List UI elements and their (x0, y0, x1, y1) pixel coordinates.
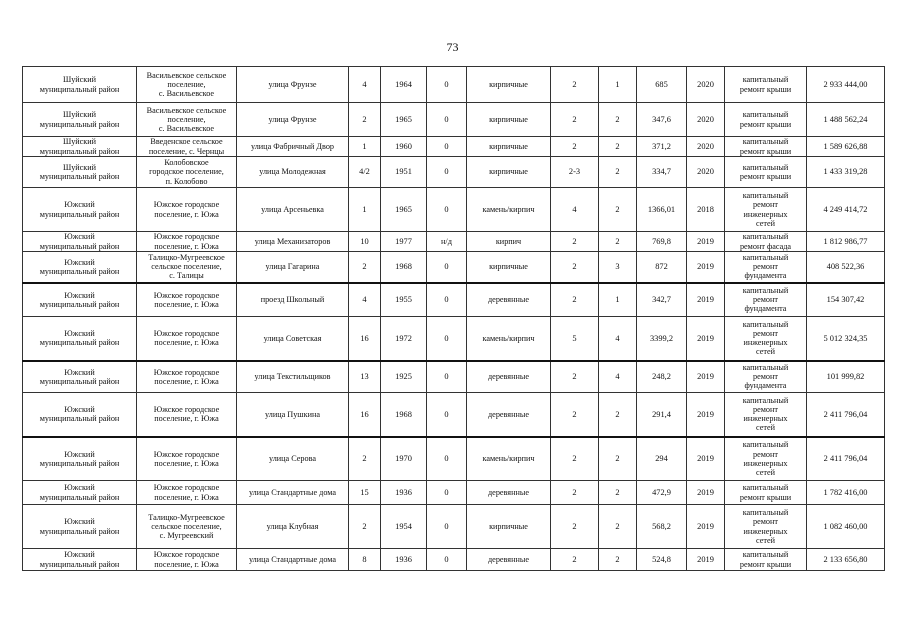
cell-district: Шуйский муниципальный район (23, 157, 137, 188)
cell-work: капитальный ремонт инженерных сетей (725, 317, 807, 361)
cell-entrances: 4 (599, 361, 637, 393)
cell-col6: 0 (427, 505, 467, 549)
cell-cost: 408 522,36 (807, 252, 885, 283)
cell-settlement: Талицко-Мугреевское сельское поселение, с. Мугреевский (137, 505, 237, 549)
cell-material: кирпичные (467, 67, 551, 103)
cell-entrances: 2 (599, 505, 637, 549)
cell-year: 1972 (381, 317, 427, 361)
cell-floors: 2 (551, 103, 599, 137)
cell-cost: 1 433 319,28 (807, 157, 885, 188)
cell-col6: 0 (427, 103, 467, 137)
cell-year: 1936 (381, 549, 427, 571)
cell-entrances: 2 (599, 157, 637, 188)
cell-street: улица Фрунзе (237, 103, 349, 137)
table-row (23, 232, 885, 252)
cell-entrances: 2 (599, 137, 637, 157)
table-row (23, 67, 885, 103)
cell-district: Южский муниципальный район (23, 437, 137, 481)
cell-area: 294 (637, 437, 687, 481)
cell-cost: 1 782 416,00 (807, 481, 885, 505)
cell-house: 8 (349, 549, 381, 571)
cell-entrances: 3 (599, 252, 637, 283)
cell-entrances: 1 (599, 283, 637, 317)
cell-cost: 1 488 562,24 (807, 103, 885, 137)
cell-col6: 0 (427, 549, 467, 571)
table-row (23, 393, 885, 437)
cell-floors: 2 (551, 232, 599, 252)
cell-year: 1954 (381, 505, 427, 549)
cell-floors: 2 (551, 283, 599, 317)
cell-entrances: 4 (599, 317, 637, 361)
table-row (23, 157, 885, 188)
cell-col6: 0 (427, 361, 467, 393)
cell-material: кирпичные (467, 157, 551, 188)
cell-area: 371,2 (637, 137, 687, 157)
cell-material: камень/кирпич (467, 188, 551, 232)
cell-cost: 154 307,42 (807, 283, 885, 317)
cell-cost: 1 589 626,88 (807, 137, 885, 157)
cell-house: 16 (349, 317, 381, 361)
cell-col6: 0 (427, 393, 467, 437)
cell-floors: 2 (551, 67, 599, 103)
table-row (23, 103, 885, 137)
cell-entrances: 2 (599, 393, 637, 437)
cell-entrances: 2 (599, 549, 637, 571)
cell-area: 347,6 (637, 103, 687, 137)
cell-street: улица Клубная (237, 505, 349, 549)
cell-house: 1 (349, 137, 381, 157)
cell-street: улица Серова (237, 437, 349, 481)
cell-house: 15 (349, 481, 381, 505)
cell-floors: 2 (551, 505, 599, 549)
cell-house: 2 (349, 437, 381, 481)
cell-plan-year: 2019 (687, 393, 725, 437)
table-row (23, 137, 885, 157)
cell-house: 2 (349, 505, 381, 549)
cell-year: 1965 (381, 103, 427, 137)
table-row (23, 317, 885, 361)
cell-work: капитальный ремонт крыши (725, 67, 807, 103)
cell-street: улица Текстильщиков (237, 361, 349, 393)
cell-district: Южский муниципальный район (23, 361, 137, 393)
cell-col6: 0 (427, 188, 467, 232)
cell-street: проезд Школьный (237, 283, 349, 317)
cell-material: деревянные (467, 393, 551, 437)
cell-year: 1955 (381, 283, 427, 317)
cell-col6: 0 (427, 283, 467, 317)
cell-district: Шуйский муниципальный район (23, 103, 137, 137)
cell-work: капитальный ремонт крыши (725, 549, 807, 571)
cell-col6: 0 (427, 481, 467, 505)
cell-year: 1970 (381, 437, 427, 481)
cell-house: 2 (349, 103, 381, 137)
cell-area: 568,2 (637, 505, 687, 549)
cell-settlement: Южское городское поселение, г. Южа (137, 393, 237, 437)
cell-street: улица Советская (237, 317, 349, 361)
cell-plan-year: 2020 (687, 137, 725, 157)
cell-plan-year: 2019 (687, 232, 725, 252)
cell-floors: 2 (551, 437, 599, 481)
cell-year: 1968 (381, 252, 427, 283)
cell-material: кирпичные (467, 252, 551, 283)
cell-col6: 0 (427, 252, 467, 283)
cell-year: 1977 (381, 232, 427, 252)
cell-house: 10 (349, 232, 381, 252)
cell-district: Южский муниципальный район (23, 252, 137, 283)
cell-cost: 2 411 796,04 (807, 437, 885, 481)
cell-settlement: Южское городское поселение, г. Южа (137, 188, 237, 232)
cell-district: Южский муниципальный район (23, 549, 137, 571)
cell-material: деревянные (467, 481, 551, 505)
table-row (23, 283, 885, 317)
housing-repair-table (22, 66, 885, 571)
cell-year: 1964 (381, 67, 427, 103)
cell-street: улица Молодежная (237, 157, 349, 188)
cell-house: 4 (349, 67, 381, 103)
cell-plan-year: 2019 (687, 283, 725, 317)
cell-plan-year: 2020 (687, 67, 725, 103)
cell-settlement: Южское городское поселение, г. Южа (137, 437, 237, 481)
cell-material: кирпичные (467, 505, 551, 549)
cell-plan-year: 2019 (687, 505, 725, 549)
cell-work: капитальный ремонт фундамента (725, 361, 807, 393)
cell-entrances: 2 (599, 481, 637, 505)
cell-work: капитальный ремонт крыши (725, 103, 807, 137)
cell-work: капитальный ремонт крыши (725, 481, 807, 505)
cell-year: 1951 (381, 157, 427, 188)
cell-area: 291,4 (637, 393, 687, 437)
cell-street: улица Арсеньевка (237, 188, 349, 232)
cell-work: капитальный ремонт фасада (725, 232, 807, 252)
cell-street: улица Фабричный Двор (237, 137, 349, 157)
table-row (23, 252, 885, 283)
cell-settlement: Введенское сельское поселение, с. Чернцы (137, 137, 237, 157)
cell-work: капитальный ремонт крыши (725, 137, 807, 157)
cell-material: деревянные (467, 549, 551, 571)
cell-entrances: 1 (599, 67, 637, 103)
cell-house: 1 (349, 188, 381, 232)
cell-floors: 2 (551, 549, 599, 571)
cell-area: 1366,01 (637, 188, 687, 232)
cell-plan-year: 2018 (687, 188, 725, 232)
cell-settlement: Южское городское поселение, г. Южа (137, 283, 237, 317)
cell-entrances: 2 (599, 188, 637, 232)
cell-floors: 2 (551, 137, 599, 157)
cell-settlement: Колобовское городское поселение, п. Колобово (137, 157, 237, 188)
table-row (23, 481, 885, 505)
cell-cost: 2 411 796,04 (807, 393, 885, 437)
cell-floors: 2 (551, 252, 599, 283)
cell-plan-year: 2020 (687, 103, 725, 137)
cell-district: Южский муниципальный район (23, 188, 137, 232)
cell-area: 524,8 (637, 549, 687, 571)
cell-col6: 0 (427, 137, 467, 157)
cell-street: улица Пушкина (237, 393, 349, 437)
cell-settlement: Южское городское поселение, г. Южа (137, 232, 237, 252)
cell-floors: 2-3 (551, 157, 599, 188)
cell-settlement: Талицко-Мугреевское сельское поселение, с. Талицы (137, 252, 237, 283)
cell-entrances: 2 (599, 103, 637, 137)
cell-area: 472,9 (637, 481, 687, 505)
cell-plan-year: 2019 (687, 252, 725, 283)
cell-street: улица Стандартные дома (237, 549, 349, 571)
cell-plan-year: 2019 (687, 549, 725, 571)
cell-cost: 1 812 986,77 (807, 232, 885, 252)
cell-col6: 0 (427, 157, 467, 188)
cell-material: деревянные (467, 283, 551, 317)
cell-year: 1965 (381, 188, 427, 232)
cell-plan-year: 2019 (687, 481, 725, 505)
table-row (23, 437, 885, 481)
cell-area: 248,2 (637, 361, 687, 393)
cell-work: капитальный ремонт крыши (725, 157, 807, 188)
cell-col6: 0 (427, 437, 467, 481)
cell-area: 3399,2 (637, 317, 687, 361)
cell-floors: 2 (551, 481, 599, 505)
cell-work: капитальный ремонт фундамента (725, 252, 807, 283)
cell-plan-year: 2019 (687, 317, 725, 361)
cell-district: Южский муниципальный район (23, 232, 137, 252)
cell-street: улица Гагарина (237, 252, 349, 283)
cell-street: улица Стандартные дома (237, 481, 349, 505)
cell-area: 769,8 (637, 232, 687, 252)
cell-street: улица Фрунзе (237, 67, 349, 103)
cell-district: Южский муниципальный район (23, 481, 137, 505)
cell-entrances: 2 (599, 232, 637, 252)
cell-district: Шуйский муниципальный район (23, 67, 137, 103)
cell-year: 1925 (381, 361, 427, 393)
cell-house: 16 (349, 393, 381, 437)
cell-district: Южский муниципальный район (23, 317, 137, 361)
cell-area: 685 (637, 67, 687, 103)
cell-material: кирпич (467, 232, 551, 252)
cell-work: капитальный ремонт фундамента (725, 283, 807, 317)
cell-cost: 2 933 444,00 (807, 67, 885, 103)
cell-cost: 101 999,82 (807, 361, 885, 393)
table-row (23, 549, 885, 571)
cell-area: 342,7 (637, 283, 687, 317)
page-number: 73 (446, 40, 459, 54)
cell-house: 2 (349, 252, 381, 283)
cell-settlement: Васильевское сельское поселение, с. Васильевское (137, 103, 237, 137)
cell-year: 1968 (381, 393, 427, 437)
cell-floors: 5 (551, 317, 599, 361)
cell-area: 334,7 (637, 157, 687, 188)
cell-floors: 2 (551, 361, 599, 393)
cell-col6: 0 (427, 317, 467, 361)
cell-cost: 4 249 414,72 (807, 188, 885, 232)
cell-col6: 0 (427, 67, 467, 103)
cell-material: кирпичные (467, 137, 551, 157)
cell-district: Южский муниципальный район (23, 505, 137, 549)
table-row (23, 505, 885, 549)
table-row (23, 361, 885, 393)
cell-settlement: Южское городское поселение, г. Южа (137, 481, 237, 505)
cell-cost: 2 133 656,80 (807, 549, 885, 571)
cell-district: Шуйский муниципальный район (23, 137, 137, 157)
cell-work: капитальный ремонт инженерных сетей (725, 393, 807, 437)
cell-work: капитальный ремонт инженерных сетей (725, 505, 807, 549)
cell-year: 1936 (381, 481, 427, 505)
cell-col6: н/д (427, 232, 467, 252)
cell-settlement: Южское городское поселение, г. Южа (137, 361, 237, 393)
cell-house: 4/2 (349, 157, 381, 188)
cell-year: 1960 (381, 137, 427, 157)
cell-settlement: Южское городское поселение, г. Южа (137, 549, 237, 571)
cell-plan-year: 2019 (687, 361, 725, 393)
cell-entrances: 2 (599, 437, 637, 481)
cell-district: Южский муниципальный район (23, 283, 137, 317)
cell-cost: 1 082 460,00 (807, 505, 885, 549)
cell-plan-year: 2020 (687, 157, 725, 188)
cell-house: 4 (349, 283, 381, 317)
cell-cost: 5 012 324,35 (807, 317, 885, 361)
table-row (23, 188, 885, 232)
cell-settlement: Южское городское поселение, г. Южа (137, 317, 237, 361)
cell-work: капитальный ремонт инженерных сетей (725, 437, 807, 481)
cell-floors: 4 (551, 188, 599, 232)
cell-street: улица Механизаторов (237, 232, 349, 252)
cell-settlement: Васильевское сельское поселение, с. Васильевское (137, 67, 237, 103)
cell-material: камень/кирпич (467, 437, 551, 481)
cell-house: 13 (349, 361, 381, 393)
cell-plan-year: 2019 (687, 437, 725, 481)
cell-work: капитальный ремонт инженерных сетей (725, 188, 807, 232)
cell-material: камень/кирпич (467, 317, 551, 361)
cell-floors: 2 (551, 393, 599, 437)
cell-district: Южский муниципальный район (23, 393, 137, 437)
cell-area: 872 (637, 252, 687, 283)
cell-material: кирпичные (467, 103, 551, 137)
cell-material: деревянные (467, 361, 551, 393)
